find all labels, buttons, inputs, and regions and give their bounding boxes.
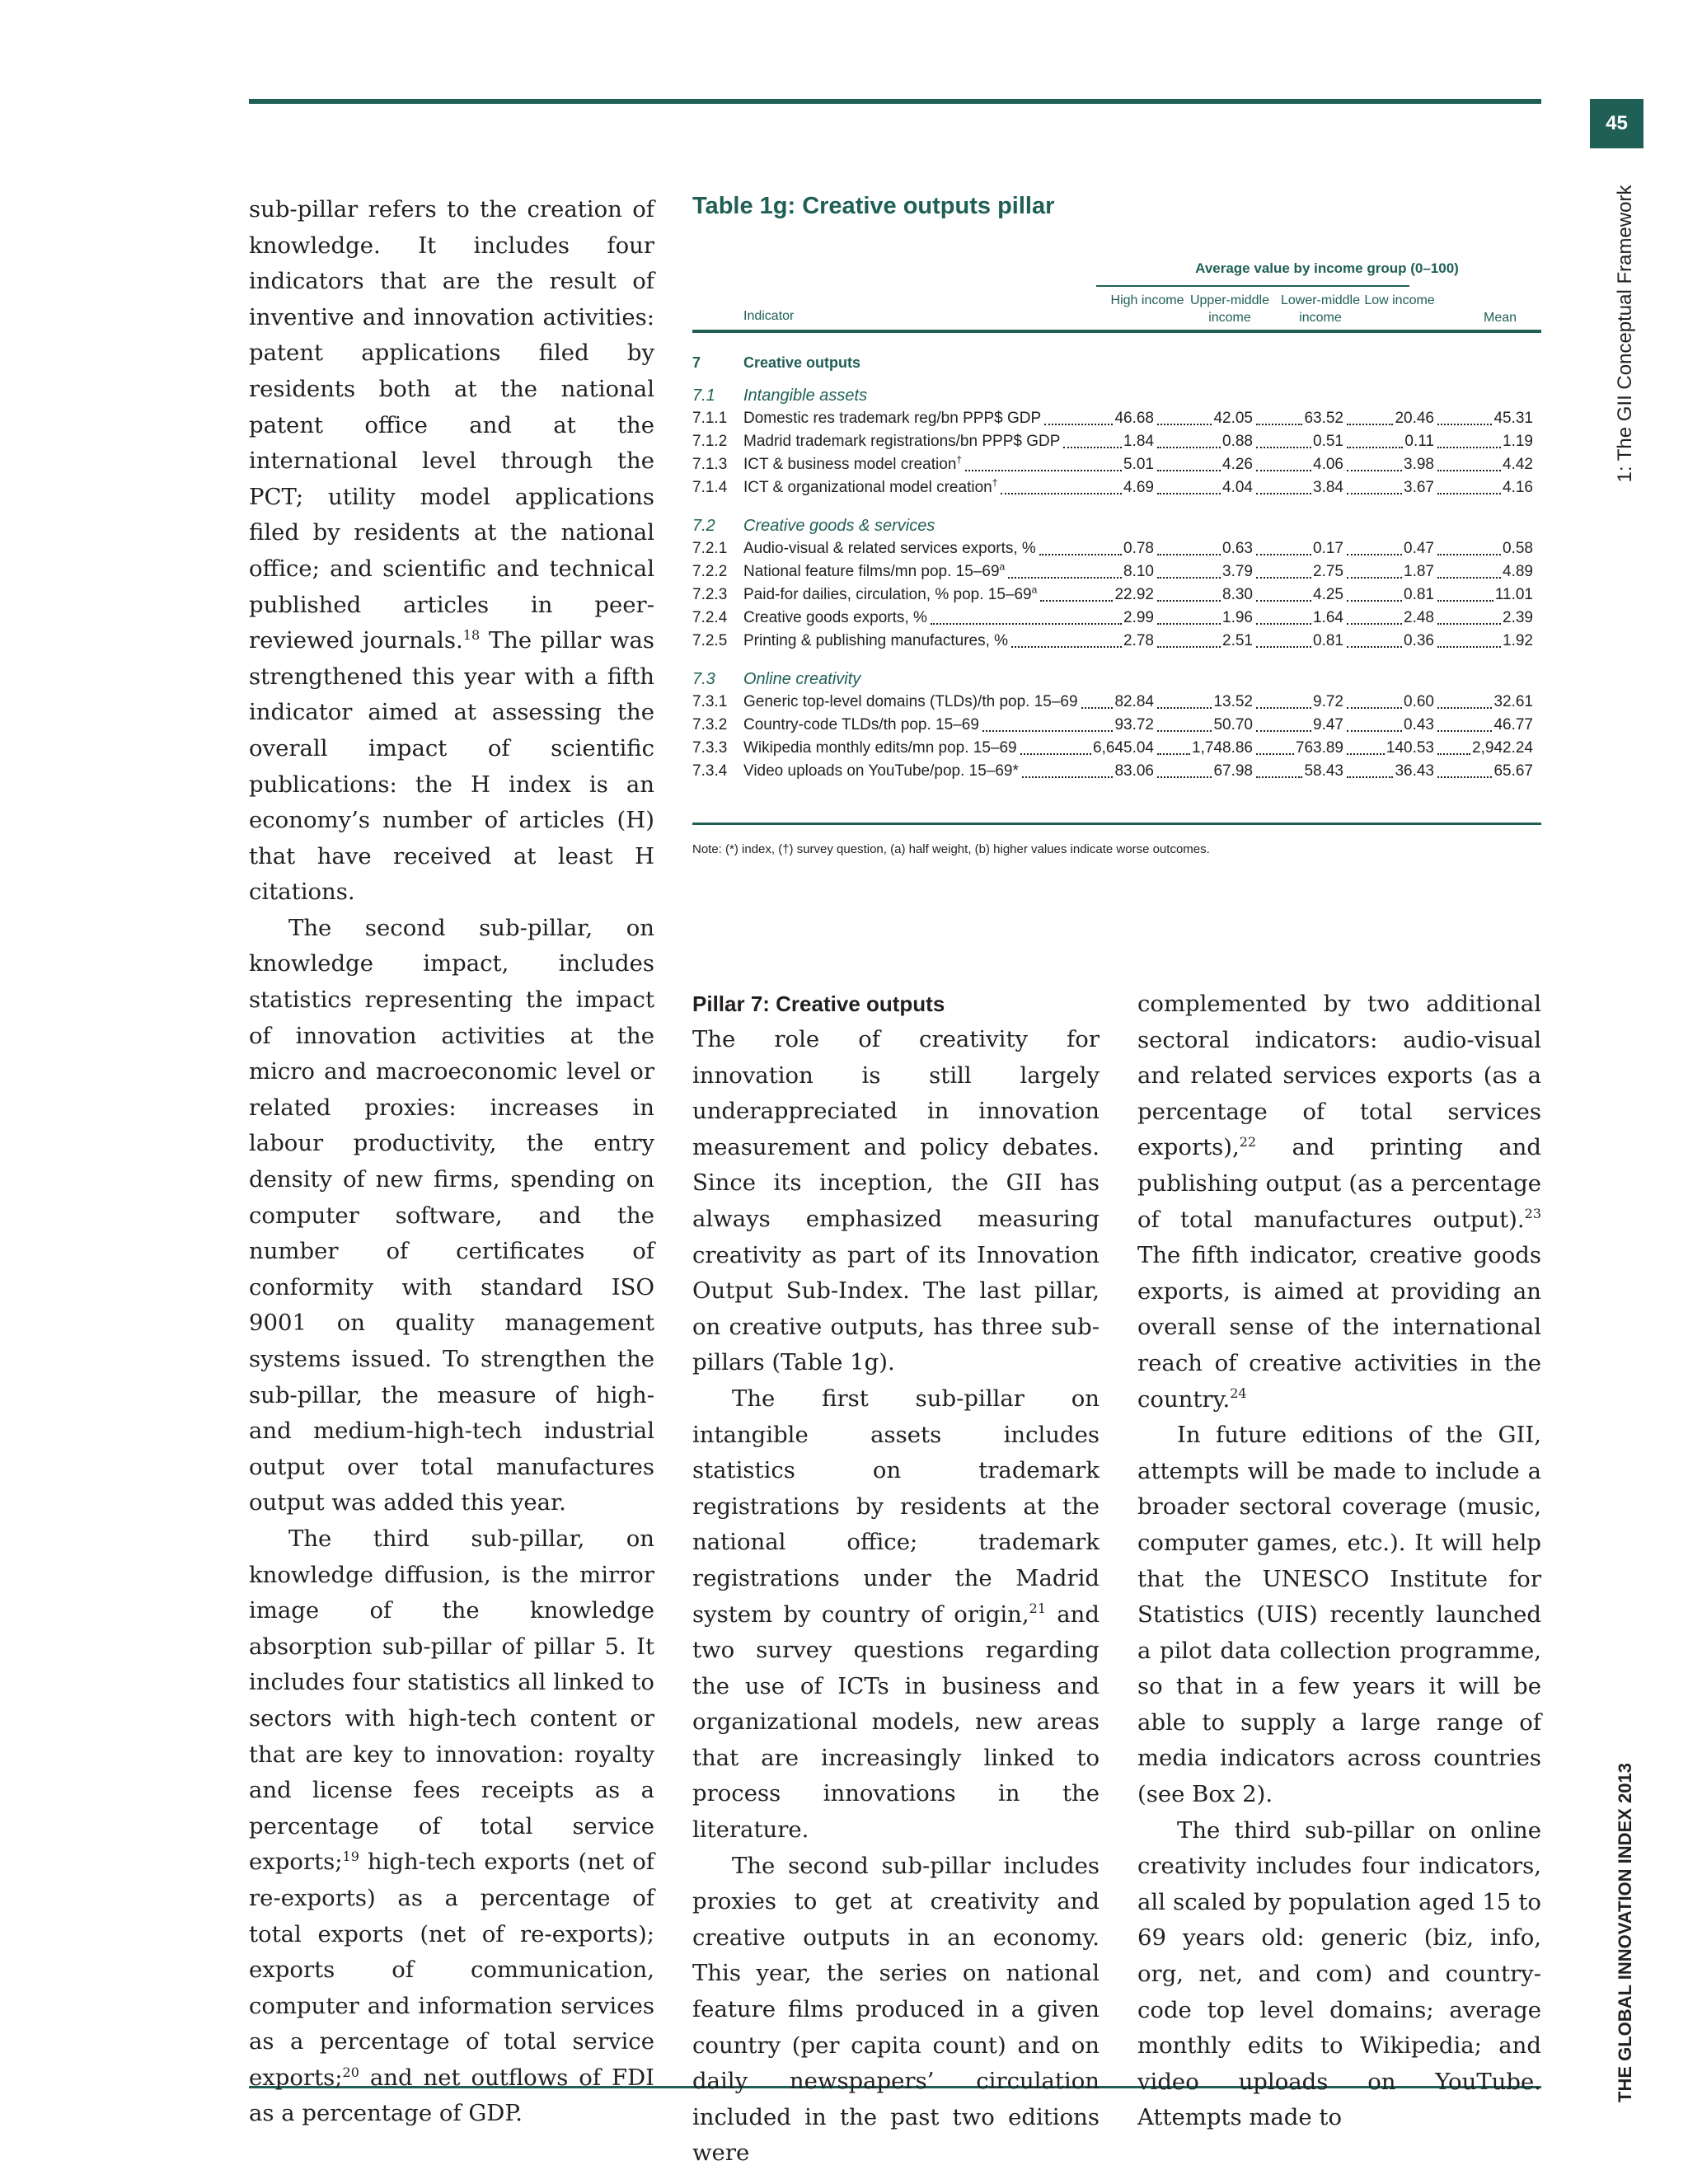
table-cell: 82.84 (1114, 693, 1154, 710)
dot-leader (1256, 633, 1311, 648)
dot-leader (1347, 740, 1385, 755)
table-cell: 4.06 (1313, 456, 1343, 473)
dot-leader (1044, 410, 1113, 425)
table-cell: 3.98 (1404, 456, 1434, 473)
row-code: 7.2.4 (692, 609, 728, 626)
row-code: 7.2.2 (692, 563, 728, 580)
dot-leader (1437, 564, 1501, 579)
dot-leader (1081, 694, 1113, 709)
dot-leader (965, 457, 1122, 471)
footnote-ref: 21 (1029, 1601, 1046, 1617)
dot-leader (1157, 434, 1221, 448)
table-cell: 58.43 (1304, 762, 1343, 780)
row-label: Domestic res trademark reg/bn PPP$ GDP (743, 410, 1042, 427)
table-cell: 3.79 (1222, 563, 1253, 580)
row-label: Wikipedia monthly edits/mn pop. 15–69 (743, 739, 1017, 757)
table-cell: 46.68 (1114, 410, 1154, 427)
column-header: High income (1110, 293, 1184, 307)
row-code: 7.1.2 (692, 433, 728, 450)
row-label: Creative outputs (743, 354, 861, 371)
table-cell: 1.84 (1123, 433, 1154, 450)
table-row (692, 562, 1541, 582)
table-cell: 22.92 (1114, 586, 1154, 603)
footnote-ref: 18 (462, 626, 481, 643)
table-cell: 2.48 (1404, 609, 1434, 626)
dot-leader (1347, 717, 1402, 732)
table-cell: 32.61 (1493, 693, 1533, 710)
dot-leader (1347, 694, 1402, 709)
publication-title (1613, 1763, 1638, 2102)
table-cell: 5.01 (1123, 456, 1154, 473)
table-cell: 0.60 (1404, 693, 1434, 710)
footnote-ref: 24 (1230, 1385, 1247, 1402)
table-cell: 4.89 (1503, 563, 1533, 580)
row-code: 7.1.1 (692, 410, 728, 427)
column-header: Low income (1364, 293, 1435, 307)
row-code: 7.2 (692, 517, 715, 535)
dot-leader (1256, 564, 1311, 579)
dot-leader (1347, 410, 1393, 425)
body-column-3 (1137, 987, 1541, 2136)
table-row (692, 738, 1541, 758)
dot-leader (1437, 633, 1501, 648)
table-cell: 1.92 (1503, 632, 1533, 649)
dot-leader (1157, 740, 1190, 755)
table-cell: 140.53 (1386, 739, 1434, 757)
table-cell: 1.19 (1503, 433, 1533, 450)
table-cell: 2.75 (1313, 563, 1343, 580)
section-heading: Pillar 7: Creative outputs (692, 991, 945, 1016)
table-cell: 8.30 (1222, 586, 1253, 603)
dot-leader (1008, 564, 1122, 579)
paragraph: In future editions of the GII, attempts will be made to include a broader sectoral coverage (music, computer games, etc.). It will help that the UNESCO Institute for Statistics (UIS) recently launched a pilot data collection programme, so that in a few years it will be able to supply a large range of media indicators across countries (see Box 2). (1137, 1422, 1541, 1808)
body-column-1 (249, 192, 654, 2132)
footnote-ref: 20 (342, 2064, 359, 2080)
dot-leader (1157, 410, 1212, 425)
dot-leader (1437, 763, 1492, 778)
table-cell: 2.99 (1123, 609, 1154, 626)
table-row (692, 455, 1541, 475)
row-code: 7 (692, 354, 701, 371)
dot-leader (1157, 480, 1221, 494)
row-code: 7.2.1 (692, 540, 728, 557)
row-label: Country-code TLDs/th pop. 15–69 (743, 716, 979, 733)
row-code: 7.3.2 (692, 716, 728, 733)
row-label: Creative goods exports, % (743, 609, 927, 626)
dot-leader (1256, 410, 1302, 425)
table-cell: 0.81 (1404, 586, 1434, 603)
table-cell: 8.10 (1123, 563, 1154, 580)
table-cell: 4.25 (1313, 586, 1343, 603)
row-code: 7.1.3 (692, 456, 728, 473)
table-row (692, 478, 1541, 498)
publication-title-label: THE GLOBAL INNOVATION INDEX 2013 (1615, 1763, 1635, 2102)
table-row (692, 432, 1541, 452)
table-subpillar-row (692, 386, 1541, 405)
dot-leader (1437, 587, 1493, 602)
table-cell: 0.36 (1404, 632, 1434, 649)
table-cell: 20.46 (1395, 410, 1434, 427)
top-rule (249, 99, 1541, 104)
table-row (692, 692, 1541, 712)
row-code: 7.1 (692, 387, 715, 405)
page-number: 45 (1590, 99, 1643, 148)
row-label: Madrid trademark registrations/bn PPP$ GDP (743, 433, 1061, 450)
row-label: ICT & organizational model creation† (743, 476, 998, 496)
table-cell: 42.05 (1213, 410, 1253, 427)
table-cell: 9.72 (1313, 693, 1343, 710)
row-code: 7.3 (692, 670, 715, 688)
table-cell: 67.98 (1213, 762, 1253, 780)
dot-leader (1256, 480, 1311, 494)
paragraph: The third sub-pillar, on knowledge diffusion, is the mirror image of the knowledge absorption sub-pillar of pillar 5. It includes four statistics all linked to sectors with high-tech content or that are key to innovation: royalty and license fees receipts as a percentage of total service exports;$^{19}$ high-tech exports (net of re-exports) as a percentage of total exports (net of re-exports); exports of communication, computer and information services as a percentage of total service exports;$^{20}$ and net outflows of FDI as a percentage of GDP. (249, 1525, 654, 2127)
dot-leader (1437, 457, 1501, 471)
row-code: 7.2.5 (692, 632, 728, 649)
group-header-rule (1096, 285, 1409, 287)
row-label-mark: a (999, 560, 1006, 573)
footnote-ref: 19 (342, 1849, 359, 1865)
dot-leader (1256, 763, 1302, 778)
dot-leader (1157, 541, 1221, 555)
dot-leader (1347, 763, 1393, 778)
table-cell: 4.42 (1503, 456, 1533, 473)
dot-leader (1256, 717, 1311, 732)
table-note: Note: (*) index, (†) survey question, (a) half weight, (b) higher values indicate worse outcomes. (692, 842, 1210, 856)
table-cell: 3.84 (1313, 479, 1343, 496)
dot-leader (1437, 410, 1492, 425)
paragraph: The first sub-pillar on intangible assets includes statistics on trademark registrations by residents at the national office; trademark registrations under the Madrid system by country of origin,$^{21}$ and two survey questions regarding the use of ICTs in business and organizational models, new areas that are increasingly linked to process innovations in the literature. (692, 1385, 1100, 1844)
dot-leader (1022, 763, 1113, 778)
dot-leader (1011, 633, 1122, 648)
table-cell: 1.96 (1222, 609, 1253, 626)
table-cell: 65.67 (1493, 762, 1533, 780)
dot-leader (1256, 587, 1311, 602)
table-cell: 2.39 (1503, 609, 1533, 626)
paragraph: The third sub-pillar on online creativity includes four indicators, all scaled by population aged 15 to 69 years old: generic (biz, info, org, net, and com) and country-code top level domains; average monthly edits to Wikipedia; and video uploads on YouTube. Attempts made to (1137, 1816, 1541, 2131)
table-cell: 36.43 (1395, 762, 1434, 780)
dot-leader (1157, 694, 1212, 709)
table-subpillar-row (692, 516, 1541, 536)
dot-leader (1347, 434, 1403, 448)
row-label: Intangible assets (743, 387, 868, 405)
dot-leader (1437, 694, 1492, 709)
table-cell: 0.63 (1222, 540, 1253, 557)
table-row (692, 715, 1541, 735)
table-cell: 6,645.04 (1093, 739, 1154, 757)
table-pillar-row (692, 353, 1541, 373)
row-code: 7.3.3 (692, 739, 728, 757)
dot-leader (1347, 480, 1402, 494)
table-cell: 3.67 (1404, 479, 1434, 496)
table-row (692, 608, 1541, 628)
table-row (692, 762, 1541, 781)
indicator-table (692, 247, 1541, 832)
table-cell: 93.72 (1114, 716, 1154, 733)
row-code: 7.3.1 (692, 693, 728, 710)
dot-leader (1157, 587, 1221, 602)
dot-leader (931, 610, 1122, 625)
paragraph: sub-pillar refers to the creation of knowledge. It includes four indicators that are the result of inventive and innovation activities: patent applications filed by residents both at the national patent office and at the international level through the PCT; utility model applications filed by residents at the national office; and scientific and technical published articles in peer-reviewed journals.$^{18}$ The pillar was strengthened this year with a fifth indicator aimed at assessing the overall impact of scientific publications: the H index is an economy’s number of articles (H) that have received at least H citations. (249, 196, 655, 906)
dot-leader (1039, 541, 1122, 555)
row-label-mark: † (992, 476, 998, 489)
row-code: 7.3.4 (692, 762, 728, 780)
row-label: Audio-visual & related services exports, % (743, 540, 1036, 557)
table-cell: 0.51 (1313, 433, 1343, 450)
header-rule (692, 330, 1541, 333)
column-header: Lower-middle income (1280, 293, 1361, 325)
row-label: ICT & business model creation† (743, 453, 963, 473)
dot-leader (1347, 541, 1402, 555)
row-label: Creative goods & services (743, 517, 935, 535)
dot-leader (1347, 633, 1402, 648)
dot-leader (1256, 694, 1311, 709)
table-cell: 0.58 (1503, 540, 1533, 557)
dot-leader (1437, 610, 1501, 625)
row-label-mark: † (956, 453, 963, 466)
table-end-rule (692, 823, 1541, 825)
table-cell: 83.06 (1114, 762, 1154, 780)
dot-leader (1437, 717, 1492, 732)
table-cell: 4.04 (1222, 479, 1253, 496)
table-cell: 1,748.86 (1192, 739, 1253, 757)
table-cell: 0.78 (1123, 540, 1154, 557)
table-group-header: Average value by income group (0–100) (1195, 260, 1459, 276)
table-cell: 0.81 (1313, 632, 1343, 649)
row-label: Video uploads on YouTube/pop. 15–69* (743, 762, 1019, 780)
table-cell: 4.69 (1123, 479, 1154, 496)
indicator-header: Indicator (743, 309, 795, 323)
table-cell: 1.64 (1313, 609, 1343, 626)
table-cell: 2,942.24 (1472, 739, 1533, 757)
row-label: Online creativity (743, 670, 861, 688)
paragraph: The second sub-pillar includes proxies to get at creativity and creative outputs in an economy. This year, the series on national feature films produced in a given country (per capita count) and on daily newspapers’ circulation included in the past two editions were (692, 1852, 1100, 2167)
dot-leader (1347, 564, 1402, 579)
dot-leader (1437, 434, 1501, 448)
table-cell: 9.47 (1313, 716, 1343, 733)
dot-leader (1347, 587, 1402, 602)
table-row (692, 585, 1541, 605)
dot-leader (1256, 610, 1311, 625)
table-cell: 4.16 (1503, 479, 1533, 496)
dot-leader (1157, 610, 1221, 625)
table-cell: 0.47 (1404, 540, 1434, 557)
row-label: Paid-for dailies, circulation, % pop. 15–69$^a$ (743, 583, 1038, 603)
table-cell: 763.89 (1295, 739, 1343, 757)
dot-leader (1256, 541, 1311, 555)
table-cell: 13.52 (1213, 693, 1253, 710)
paragraph: The role of creativity for innovation is still largely underappreciated in innovation measurement and policy debates. Since its inception, the GII has always emphasized measuring creativity as part of its Innovation Output Sub-Index. The last pillar, on creative outputs, has three sub-pillars (Table 1g). (692, 1026, 1100, 1376)
table-row (692, 631, 1541, 651)
column-header: Upper-middle income (1189, 293, 1270, 325)
table-cell: 4.26 (1222, 456, 1253, 473)
row-code: 7.1.4 (692, 479, 728, 496)
table-cell: 0.88 (1222, 433, 1253, 450)
footnote-ref: 23 (1524, 1206, 1541, 1222)
dot-leader (1157, 717, 1212, 732)
dot-leader (1437, 541, 1501, 555)
dot-leader (982, 717, 1113, 732)
table-cell: 46.77 (1493, 716, 1533, 733)
table-cell: 2.51 (1222, 632, 1253, 649)
dot-leader (1437, 480, 1501, 494)
section-tab-label: 1: The GII Conceptual Framework (1614, 185, 1636, 483)
dot-leader (1437, 740, 1470, 755)
column-header: Mean (1483, 311, 1517, 325)
dot-leader (1040, 587, 1113, 602)
table-cell: 50.70 (1213, 716, 1253, 733)
footnote-ref: 22 (1239, 1134, 1257, 1151)
table-cell: 45.31 (1493, 410, 1533, 427)
dot-leader (1020, 740, 1091, 755)
paragraph: complemented by two additional sectoral indicators: audio-visual and related services exports (as a percentage of total services exports),$^{22}$ and printing and publishing output (as a percentage of total manufactures output).$^{23}$ The fifth indicator, creative goods exports, is aimed at providing an overall sense of the international reach of creative activities in the country.$^{24}$ (1137, 991, 1541, 1413)
table-row (692, 539, 1541, 559)
dot-leader (1157, 633, 1221, 648)
dot-leader (1347, 457, 1402, 471)
table-title: Table 1g: Creative outputs pillar (692, 193, 1055, 219)
table-cell: 0.11 (1404, 433, 1434, 450)
body-column-2 (692, 987, 1100, 2172)
dot-leader (1157, 457, 1221, 471)
dot-leader (1157, 564, 1221, 579)
dot-leader (1157, 763, 1212, 778)
table-row (692, 409, 1541, 429)
table-cell: 0.17 (1313, 540, 1343, 557)
table-cell: 1.87 (1404, 563, 1434, 580)
dot-leader (1347, 610, 1402, 625)
table-cell: 0.43 (1404, 716, 1434, 733)
row-label: National feature films/mn pop. 15–69$^a$ (743, 560, 1006, 580)
dot-leader (1063, 434, 1122, 448)
table-cell: 11.01 (1494, 586, 1533, 603)
table-cell: 63.52 (1304, 410, 1343, 427)
row-code: 7.2.3 (692, 586, 728, 603)
dot-leader (1256, 457, 1311, 471)
dot-leader (1001, 480, 1122, 494)
table-cell: 2.78 (1123, 632, 1154, 649)
table-subpillar-row (692, 669, 1541, 689)
section-tab (1613, 185, 1638, 483)
dot-leader (1256, 434, 1311, 448)
row-label: Printing & publishing manufactures, % (743, 632, 1009, 649)
paragraph: The second sub-pillar, on knowledge impact, includes statistics representing the impact of innovation activities at the micro and macroeconomic level or related proxies: increases in labour productivity, the entry density of new firms, spending on computer software, and the number of certificates of conformity with standard ISO 9001 on quality management systems issued. To strengthen the sub-pillar, the measure of high- and medium-high-tech industrial output over total manufactures output was added this year. (249, 914, 654, 1516)
row-label: Generic top-level domains (TLDs)/th pop. 15–69 (743, 693, 1078, 710)
row-label-mark: a (1031, 583, 1038, 596)
dot-leader (1256, 740, 1294, 755)
